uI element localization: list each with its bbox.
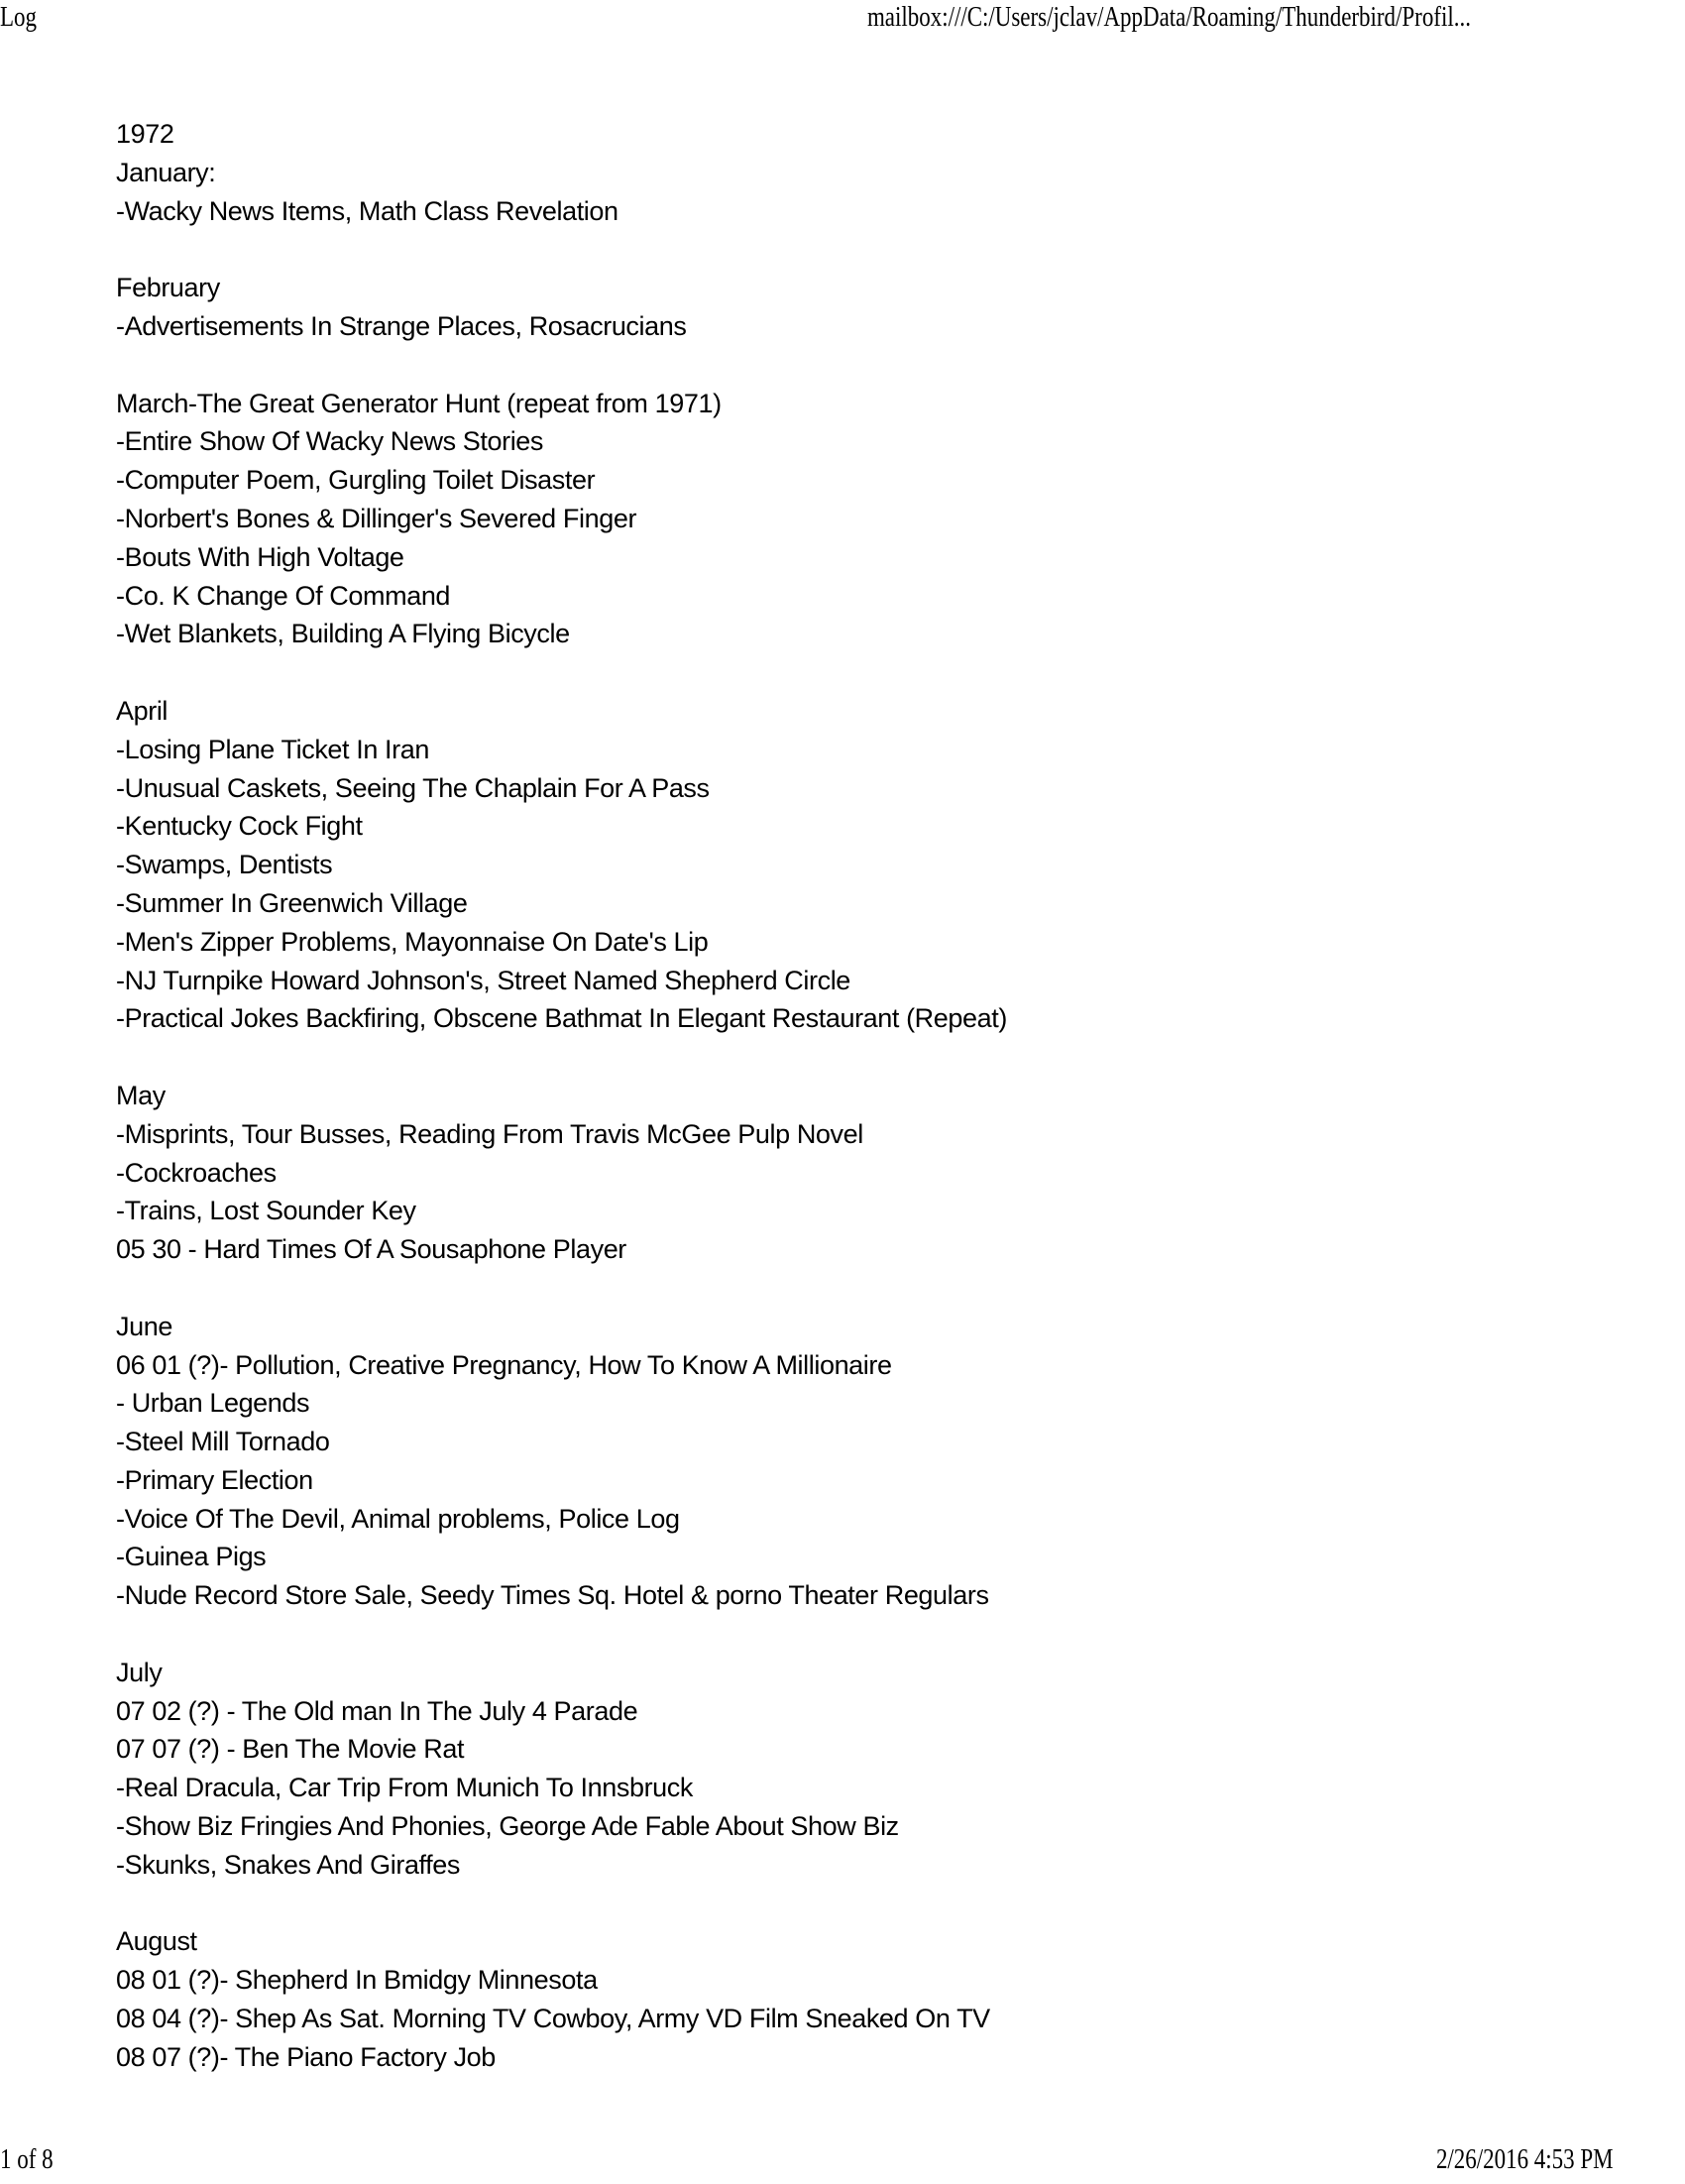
episode-entry: -Primary Election bbox=[116, 1464, 313, 1495]
episode-entry: 08 07 (?)- The Piano Factory Job bbox=[116, 2041, 496, 2072]
episode-entry: -Advertisements In Strange Places, Rosacrucians bbox=[116, 310, 687, 341]
episode-entry: 08 01 (?)- Shepherd In Bmidgy Minnesota bbox=[116, 1965, 598, 1996]
episode-entry: -Entire Show Of Wacky News Stories bbox=[116, 426, 544, 457]
episode-entry: -Cockroaches bbox=[116, 1157, 277, 1188]
month-heading: July bbox=[116, 1657, 163, 1687]
episode-entry: 07 07 (?) - Ben The Movie Rat bbox=[116, 1734, 465, 1765]
month-heading: May bbox=[116, 1080, 166, 1110]
episode-entry: -NJ Turnpike Howard Johnson's, Street Named Shepherd Circle bbox=[116, 965, 850, 995]
month-section bbox=[116, 1922, 1583, 2076]
episode-entry: 05 30 - Hard Times Of A Sousaphone Player bbox=[116, 1234, 626, 1265]
month-sections bbox=[116, 154, 1583, 2077]
print-footer bbox=[0, 2144, 1614, 2184]
page-indicator: 1 of 8 bbox=[0, 2144, 54, 2175]
episode-entry: -Practical Jokes Backfiring, Obscene Bathmat In Elegant Restaurant (Repeat) bbox=[116, 1003, 1007, 1034]
month-heading: January: bbox=[116, 157, 216, 187]
month-heading: August bbox=[116, 1926, 197, 1957]
episode-entry: -Summer In Greenwich Village bbox=[116, 887, 468, 918]
month-section bbox=[116, 692, 1583, 1038]
episode-entry: -Bouts With High Voltage bbox=[116, 541, 404, 572]
episode-entry: -Real Dracula, Car Trip From Munich To Innsbruck bbox=[116, 1773, 693, 1803]
month-section bbox=[116, 385, 1583, 654]
month-heading: June bbox=[116, 1311, 172, 1341]
episode-entry: -Show Biz Fringies And Phonies, George Ade Fable About Show Biz bbox=[116, 1811, 899, 1842]
episode-entry: -Steel Mill Tornado bbox=[116, 1427, 330, 1457]
episode-entry: -Wacky News Items, Math Class Revelation bbox=[116, 195, 618, 226]
month-section bbox=[116, 1654, 1583, 1885]
episode-entry: 06 01 (?)- Pollution, Creative Pregnancy, How To Know A Millionaire bbox=[116, 1349, 892, 1380]
document-body bbox=[116, 115, 1583, 2077]
episode-entry: -Kentucky Cock Fight bbox=[116, 811, 363, 842]
episode-entry: -Guinea Pigs bbox=[116, 1542, 267, 1572]
episode-entry: -Computer Poem, Gurgling Toilet Disaster bbox=[116, 465, 596, 496]
month-heading: March-The Great Generator Hunt (repeat from 1971) bbox=[116, 388, 722, 418]
episode-entry: 07 02 (?) - The Old man In The July 4 Parade bbox=[116, 1695, 638, 1726]
document-title: Log bbox=[0, 2, 37, 33]
episode-entry: - Urban Legends bbox=[116, 1388, 310, 1419]
month-section bbox=[116, 1077, 1583, 1269]
month-section bbox=[116, 154, 1583, 231]
episode-entry: -Unusual Caskets, Seeing The Chaplain For A Pass bbox=[116, 772, 710, 803]
episode-entry: -Co. K Change Of Command bbox=[116, 580, 451, 611]
month-section bbox=[116, 269, 1583, 346]
episode-entry: -Wet Blankets, Building A Flying Bicycle bbox=[116, 619, 570, 649]
episode-entry: -Trains, Lost Sounder Key bbox=[116, 1196, 416, 1226]
episode-entry: -Norbert's Bones & Dillinger's Severed Finger bbox=[116, 503, 637, 533]
episode-entry: -Swamps, Dentists bbox=[116, 850, 333, 880]
month-section bbox=[116, 1308, 1583, 1615]
episode-entry: -Voice Of The Devil, Animal problems, Police Log bbox=[116, 1503, 680, 1534]
print-header bbox=[0, 2, 1471, 42]
month-heading: April bbox=[116, 695, 168, 726]
episode-entry: -Losing Plane Ticket In Iran bbox=[116, 734, 429, 764]
episode-entry: -Nude Record Store Sale, Seedy Times Sq. Hotel & porno Theater Regulars bbox=[116, 1580, 989, 1611]
year-heading: 1972 bbox=[116, 119, 174, 149]
print-timestamp: 2/26/2016 4:53 PM bbox=[1435, 2144, 1614, 2175]
episode-entry: 08 04 (?)- Shep As Sat. Morning TV Cowboy, Army VD Film Sneaked On TV bbox=[116, 2004, 990, 2034]
episode-entry: -Skunks, Snakes And Giraffes bbox=[116, 1849, 460, 1880]
episode-entry: -Misprints, Tour Busses, Reading From Travis McGee Pulp Novel bbox=[116, 1118, 863, 1149]
episode-entry: -Men's Zipper Problems, Mayonnaise On Date's Lip bbox=[116, 926, 709, 957]
month-heading: February bbox=[116, 273, 220, 303]
source-url: mailbox:///C:/Users/jclav/AppData/Roaming/Thunderbird/Profil... bbox=[866, 2, 1471, 33]
